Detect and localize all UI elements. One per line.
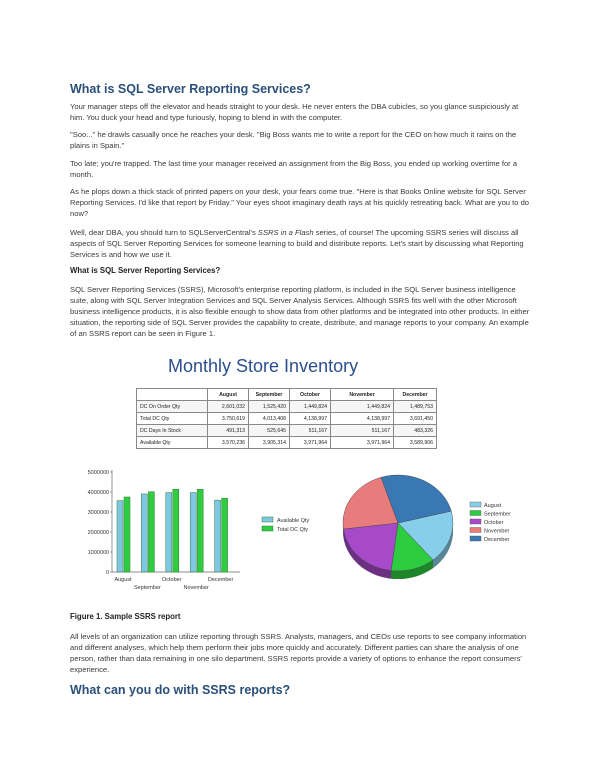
bar-total-dc-qty-november (197, 489, 203, 572)
legend-swatch (470, 519, 481, 524)
bar-available-qty-september (141, 494, 147, 572)
legend-swatch (470, 511, 481, 516)
legend-label: Available Qty (277, 518, 310, 524)
section-heading-what-can-you-do: What can you do with SSRS reports? (70, 683, 291, 697)
table-cell: 3,750,619 (208, 413, 249, 425)
p5-after: series, of course! The upcoming SSRS series will discuss all aspects of SQL Server Reporting Services for someone learning to build and distribute reports. Let's start by discussing what Reporting Services is and how we use it. (70, 228, 524, 259)
table-cell: 4,013,408 (249, 413, 290, 425)
table-cell: 511,167 (331, 425, 394, 437)
table-cell: 3,589,906 (394, 437, 437, 449)
x-tick-label: September (133, 585, 161, 591)
legend-label: August (484, 503, 502, 509)
bar-chart (82, 460, 332, 600)
paragraph-stack-of-papers: As he plops down a thick stack of printed papers on your desk, your fears come true. "Here is that Books Online website for SQL Server Reporting Services. I'd like that report by Friday." Your eyes shoot imaginary death rays at his quickly retreating back. What are you to do now? (70, 187, 530, 218)
bar-total-dc-qty-september (148, 492, 154, 572)
table-header-cell: December (394, 389, 437, 401)
x-tick-label: August (114, 577, 132, 583)
series-name: SSRS in a Flash (257, 228, 314, 237)
y-tick-label: 3000000 (87, 510, 109, 516)
bar-available-qty-november (190, 493, 196, 572)
row-label: Total DC Qty (137, 413, 208, 425)
subheading-what-is-ssrs: What is SQL Server Reporting Services? (70, 266, 221, 275)
legend-swatch (470, 528, 481, 533)
paragraph-ssrs-in-a-flash (70, 227, 532, 260)
bar-available-qty-october (166, 493, 172, 572)
y-tick-label: 4000000 (87, 490, 109, 496)
bar-available-qty-december (215, 500, 221, 572)
table-cell: 511,167 (290, 425, 331, 437)
y-tick-label: 2000000 (87, 530, 109, 536)
inventory-table (136, 388, 437, 449)
legend-label: October (484, 520, 504, 526)
table-cell: 3,971,964 (331, 437, 394, 449)
y-tick-label: 0 (105, 570, 109, 576)
legend-swatch (262, 526, 273, 531)
table-cell: 3,570,236 (208, 437, 249, 449)
table-header-cell: September (249, 389, 290, 401)
y-tick-label: 1000000 (87, 550, 109, 556)
legend-swatch (470, 536, 481, 541)
legend-swatch (262, 517, 273, 522)
paragraph-intro: Your manager steps off the elevator and heads straight to your desk. He never enters the DBA cubicles, so you glance suspiciously at him. You duck your head and type furiously, hoping to blend in with the computer. (70, 102, 519, 122)
table-cell: 1,449,824 (290, 401, 331, 413)
page-title: What is SQL Server Reporting Services? (70, 82, 311, 96)
table-row (137, 437, 437, 449)
table-cell: 4,138,997 (290, 413, 331, 425)
table-cell: 3,691,450 (394, 413, 437, 425)
table-row (137, 425, 437, 437)
paragraph-trapped: Too late; you're trapped. The last time your manager received an assignment from the Big Boss, you ended up working overtime for a month. (70, 159, 518, 179)
x-tick-label: December (207, 577, 234, 583)
paragraph-manager-quote: "Soo..." he drawls casually once he reaches your desk. "Big Boss wants me to write a report for the CEO on how much it rains on the plains in Spain." (70, 130, 517, 150)
table-header-cell: August (208, 389, 249, 401)
paragraph-organization-levels: All levels of an organization can utilize reporting through SSRS. Analysts, managers, and CEOs use reports to see company information and different analyses, which help them perform their jobs more quickly and accurately. Different parties can share the analysis of one person, rather than data remaining in one silo department. SSRS reports provide a variety of options to enhance the report consumers' experience. (70, 632, 527, 674)
x-tick-label: November (183, 585, 209, 591)
legend-label: Total DC Qty (277, 527, 309, 533)
pie-chart (338, 465, 538, 585)
table-cell: 3,905,314 (249, 437, 290, 449)
table-cell: 3,971,964 (290, 437, 331, 449)
legend-swatch (470, 502, 481, 507)
table-row (137, 401, 437, 413)
bar-total-dc-qty-october (173, 489, 179, 572)
table-cell: 2,601,032 (208, 401, 249, 413)
bar-total-dc-qty-december (222, 498, 228, 572)
legend-label: December (484, 537, 510, 543)
report-title: Monthly Store Inventory (168, 356, 359, 376)
x-tick-label: October (162, 577, 182, 583)
legend-label: September (484, 511, 511, 518)
row-label: DC Days In Stock (137, 425, 208, 437)
table-cell: 4,138,997 (331, 413, 394, 425)
pie-slice-october (343, 523, 398, 571)
table-cell: 525,645 (249, 425, 290, 437)
table-row (137, 413, 437, 425)
table-cell: 1,449,824 (331, 401, 394, 413)
table-cell: 491,313 (208, 425, 249, 437)
y-tick-label: 5000000 (87, 470, 109, 476)
row-label: Available Qty (137, 437, 208, 449)
bar-available-qty-august (117, 501, 123, 572)
table-header-cell (137, 389, 208, 401)
row-label: DC On Order Qty (137, 401, 208, 413)
legend-label: November (484, 528, 510, 535)
table-cell: 1,525,420 (249, 401, 290, 413)
bar-total-dc-qty-august (124, 497, 130, 572)
table-header-cell: November (331, 389, 394, 401)
table-cell: 483,326 (394, 425, 437, 437)
table-header-row (137, 389, 437, 401)
p5-before: Well, dear DBA, you should turn to SQLServerCentral's (70, 228, 258, 237)
table-header-cell: October (290, 389, 331, 401)
paragraph-ssrs-description: SQL Server Reporting Services (SSRS), Microsoft's enterprise reporting platform, is included in the SQL Server business intelligence suite, along with SQL Server Integration Services and SQL Server Analysis Services. Although SSRS fits well with the other Microsoft business intelligence products, it is also flexible enough to show data from other platforms and be integrated into other products. In either situation, the reporting side of SQL Server provides the capability to create, distribute, and manage reports to your company. An example of an SSRS report can be seen in Figure 1. (70, 285, 530, 338)
table-cell: 1,489,753 (394, 401, 437, 413)
figure-caption: Figure 1. Sample SSRS report (70, 612, 181, 621)
